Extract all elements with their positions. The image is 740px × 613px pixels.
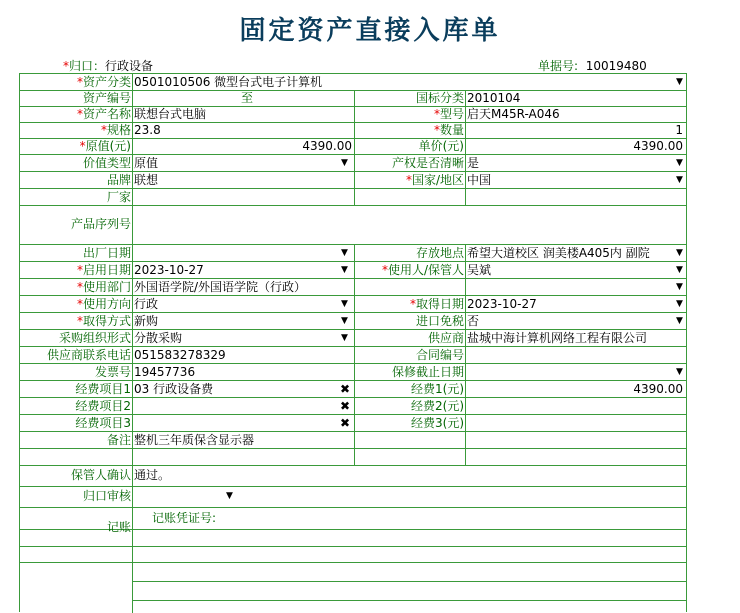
keeper-label: 使用人/保管人 [387,263,464,277]
warranty-end-label: 保修截止日期 [391,365,464,379]
start-date-select[interactable]: 2023-10-27 [134,263,204,277]
acquire-date-select[interactable]: 2023-10-27 [467,297,537,311]
close-icon[interactable]: ✖ [340,416,351,430]
asset-category-label: 资产分类 [82,75,131,89]
guikou-header [63,57,153,74]
chevron-down-icon[interactable]: ▼ [676,367,683,377]
asset-category-select[interactable]: 0501010506 微型台式电子计算机 [134,75,323,89]
unit-price-label: 单价(元) [418,139,464,153]
chevron-down-icon[interactable]: ▼ [676,248,683,258]
spec-label: 规格 [106,123,131,137]
invoice-no-input[interactable]: 19457736 [134,365,196,379]
keeper-confirm-input[interactable]: 通过。 [134,468,171,482]
chevron-down-icon[interactable]: ▼ [341,316,348,326]
procurement-select[interactable]: 分散采购 [134,331,183,345]
department-select[interactable]: 外国语学院/外国语学院（行政） [134,280,307,294]
original-value-input[interactable]: 4390.00 [302,139,352,153]
chevron-down-icon[interactable]: ▼ [226,491,233,501]
close-icon[interactable]: ✖ [340,399,351,413]
chevron-down-icon[interactable]: ▼ [676,77,683,87]
gb-category-label: 国标分类 [415,91,464,105]
chevron-down-icon[interactable]: ▼ [676,282,683,292]
supplier-phone-label: 供应商联系电话 [46,348,131,362]
chevron-down-icon[interactable]: ▼ [341,299,348,309]
guikou-review-label: 归口审核 [82,489,131,503]
chevron-down-icon[interactable]: ▼ [676,175,683,185]
remark-input[interactable]: 整机三年质保含显示器 [134,433,255,447]
keeper-select[interactable]: 吴斌 [467,263,492,277]
fund-item3-label: 经费项目3 [75,416,131,430]
supplier-phone-input[interactable]: 051583278329 [134,348,226,362]
original-value-label: 原值(元) [85,139,131,153]
fund2-input[interactable] [467,398,683,414]
guikou-review-select[interactable] [134,488,224,504]
serial-no-input[interactable] [134,216,674,232]
acquire-method-label: 取得方式 [82,314,131,328]
procurement-label: 采购组织形式 [58,331,131,345]
factory-date-select[interactable] [134,245,334,261]
voucher-no-label: 记账凭证号: [152,511,217,525]
usage-select[interactable]: 行政 [134,297,159,311]
usage-label: 使用方向 [82,297,131,311]
quantity-input[interactable]: 1 [675,123,683,137]
asset-no-to-label: 至 [240,91,253,105]
supplier-input[interactable]: 盐城中海计算机网络工程有限公司 [467,331,648,345]
fund1-input[interactable]: 4390.00 [633,382,683,396]
import-tax-free-label: 进口免税 [415,314,464,328]
chevron-down-icon[interactable]: ▼ [341,158,348,168]
chevron-down-icon[interactable]: ▼ [676,316,683,326]
factory-date-label: 出厂日期 [82,246,131,260]
model-input[interactable]: 启天M45R-A046 [467,107,560,121]
brand-input[interactable]: 联想 [134,173,159,187]
chevron-down-icon[interactable]: ▼ [676,265,683,275]
fund1-label: 经费1(元) [411,382,464,396]
serial-no-label: 产品序列号 [70,217,131,231]
close-icon[interactable]: ✖ [340,382,351,396]
fund-item1-select[interactable]: 03 行政设备费 [134,382,214,396]
fund2-label: 经费2(元) [411,399,464,413]
form-title: 固定资产直接入库单 [239,16,501,46]
fund-item3-select[interactable] [134,415,334,431]
property-clear-label: 产权是否清晰 [391,156,464,170]
guikou-value: 行政设备 [105,59,154,73]
manufacturer-input[interactable] [134,189,352,205]
unit-price-input[interactable]: 4390.00 [633,139,683,153]
acquire-method-select[interactable]: 新购 [134,314,159,328]
value-type-label: 价值类型 [82,156,131,170]
asset-no-to-input[interactable] [260,90,352,106]
location-label: 存放地点 [415,246,464,260]
asset-no-from-input[interactable] [134,90,234,106]
supplier-label: 供应商 [427,331,464,345]
manufacturer-label: 厂家 [106,190,131,204]
doc-no-label: 单据号: [538,59,579,73]
guikou-label: 归口： [69,59,106,73]
contract-no-label: 合同编号 [415,348,464,362]
contract-no-input[interactable] [467,347,683,363]
acquire-date-label: 取得日期 [415,297,464,311]
country-select[interactable]: 中国 [467,173,492,187]
doc-no-value: 10019480 [585,59,647,73]
start-date-label: 启用日期 [82,263,131,277]
chevron-down-icon[interactable]: ▼ [676,158,683,168]
chevron-down-icon[interactable]: ▼ [676,299,683,309]
form-grid: *资产分类 0501010506 微型台式电子计算机 ▼ 资产编号 至 国标分类 2010104 *资产名称 联想台式电脑 *型号 启天M45R-A046 *规格 23.8 *数量 1 *原值(元) 4390.00 单价(元) 4390.00 价值类型 原值 ▼ 产权是否清晰 是 ▼ 品牌 联想 *国家/地区 中国 ▼ 厂家 产品序列号 出厂日期 ▼ 存放地点 希望大道校区 润美楼A405内 副院 ▼ *启用日期 2023-10-27 ▼ *使用人/保管人 吴斌 ▼ *使用部门 外国语学院/外国语学院（行政） ▼ *使用方向 行政 ▼ *取得日期 2023-10-27 ▼ *取得方式 新购 ▼ 进口免税 否 ▼ 采购组织形式 分散采购 ▼ 供应商 盐城中海计算机网络工程有限公司 供应商联系电话 051583278329 合同编号 发票号 19457736 保修截止日期 ▼ 经费项目1 03 行政设备费 ✖ 经费1(元) 4390.00 经费项目2 ✖ 经费2(元) 经费项目3 ✖ 经费3(元) 备注 整机三年质保含显示器 保管人确认 通过。 归口审核 ▼ 记账 记账凭证号: [19,73,687,612]
required-mark: * [63,59,69,73]
invoice-no-label: 发票号 [94,365,131,379]
remark-label: 备注 [106,433,131,447]
asset-name-input[interactable]: 联想台式电脑 [134,107,207,121]
fund-item2-select[interactable] [134,398,334,414]
department-label: 使用部门 [82,280,131,294]
fund-item2-label: 经费项目2 [75,399,131,413]
fund-item1-label: 经费项目1 [75,382,131,396]
asset-no-label: 资产编号 [82,91,131,105]
fund3-label: 经费3(元) [411,416,464,430]
keeper-confirm-label: 保管人确认 [70,468,131,482]
country-label: 国家/地区 [411,173,464,187]
gb-category-value[interactable]: 2010104 [467,91,521,105]
chevron-down-icon[interactable]: ▼ [341,333,348,343]
location-select[interactable]: 希望大道校区 润美楼A405内 副院 [467,246,650,260]
accounting-label: 记账 [106,520,131,534]
chevron-down-icon[interactable]: ▼ [341,248,348,258]
voucher-no-input[interactable] [250,510,670,526]
doc-number-header [538,57,647,74]
model-label: 型号 [439,107,464,121]
quantity-label: 数量 [439,123,464,137]
import-tax-free-select[interactable]: 否 [467,314,480,328]
fund3-input[interactable] [467,415,683,431]
value-type-select[interactable]: 原值 [134,156,159,170]
brand-label: 品牌 [106,173,131,187]
warranty-end-select[interactable] [467,364,667,380]
asset-name-label: 资产名称 [82,107,131,121]
chevron-down-icon[interactable]: ▼ [341,265,348,275]
property-clear-select[interactable]: 是 [467,156,480,170]
spec-input[interactable]: 23.8 [134,123,161,137]
